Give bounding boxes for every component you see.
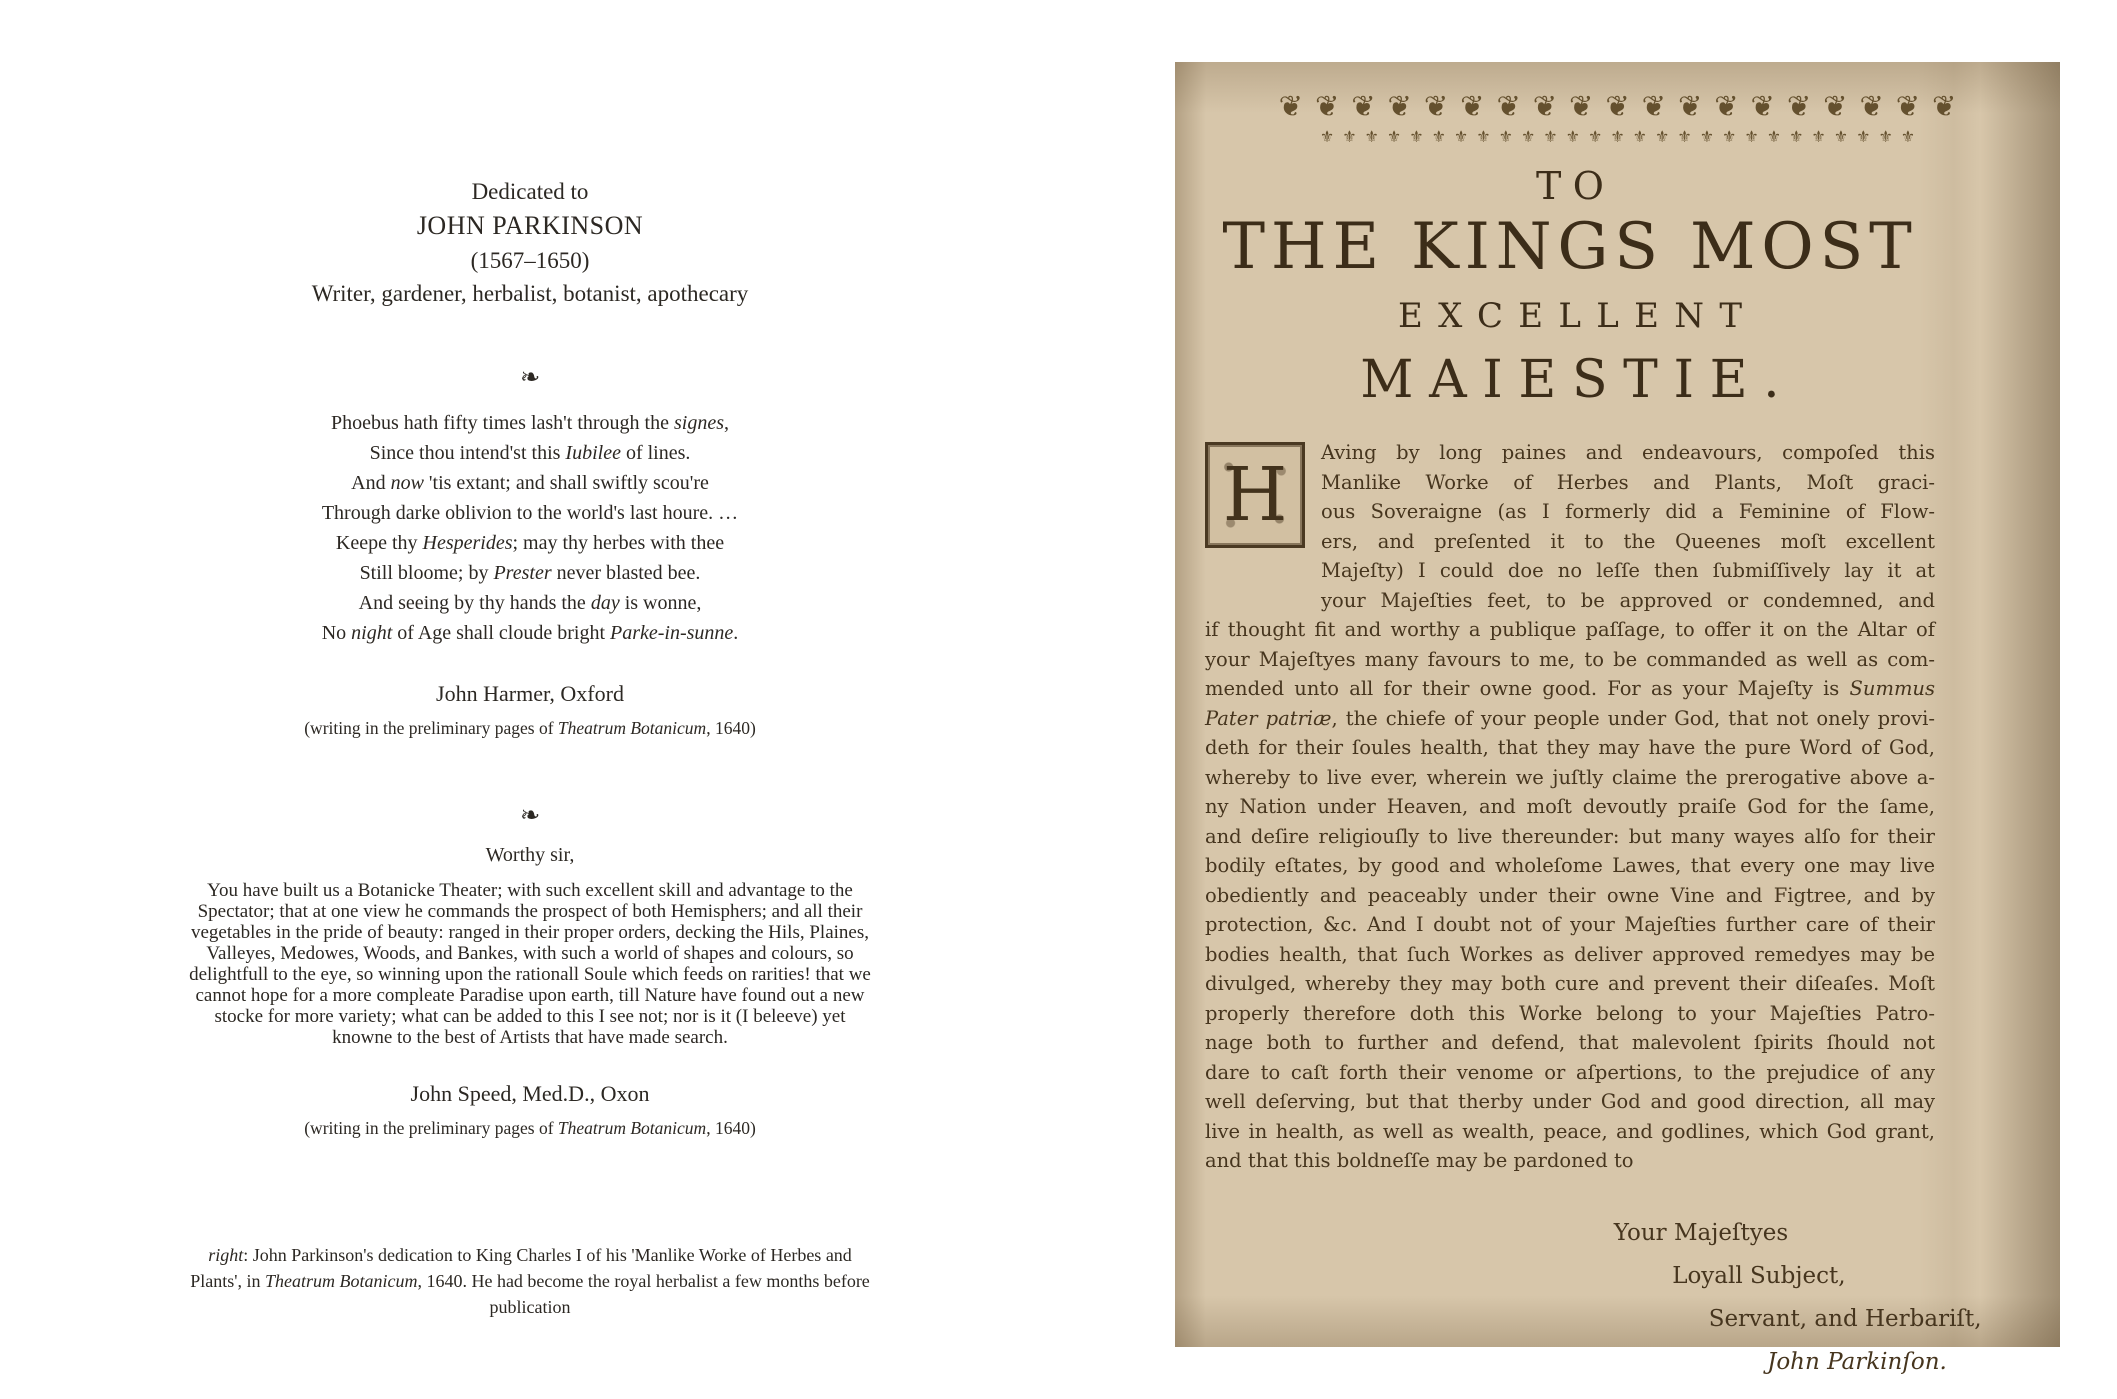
- figure-caption: right: John Parkinson's dedication to King Charles I of his 'Manlike Worke of Herbes and Plants', in Theatrum Botanicum, 1640. He had become the royal herbalist a few months before publication: [190, 1245, 870, 1317]
- facsimile-line: and deſire religiouſly to live thereunder: but many wayes alſo for their: [1205, 824, 1935, 848]
- facsimile-line: mended unto all for their owne good. For as your Majeſty is Summus: [1205, 677, 1935, 700]
- facsimile-line: bodily eſtates, by good and wholeſome Lawes, that every one may live: [1205, 854, 1935, 877]
- facsimile-line: divulged, whereby they may both cure and prevent their diſeaſes. Moſt: [1205, 972, 1935, 995]
- dedicatee-dates: (1567–1650): [470, 248, 590, 273]
- drop-cap-woodcut: [1205, 442, 1305, 548]
- facsimile-heading-maiestie: MAIESTIE.: [1360, 350, 1796, 410]
- facsimile-page: [1175, 62, 2060, 1375]
- facsimile-heading-kings: THE KINGS MOST: [1222, 210, 1918, 284]
- facsimile-line: obediently and peaceably under their owne Vine and Figtree, and by: [1205, 883, 1935, 907]
- facsimile-text-block: [1205, 164, 1982, 1384]
- facsimile-line: deth for their ſoules health, that they may have the pure Word of God,: [1205, 736, 1935, 759]
- facsimile-line: your Majeſties feet, to be approved or condemned, and: [1321, 588, 1935, 612]
- poem-line: Since thou intend'st this Iubilee of lines.: [369, 442, 691, 464]
- facsimile-line: ers, and preſented it to the Queenes moſt excellent: [1321, 529, 1935, 553]
- dedication-intro: Dedicated to: [471, 179, 589, 204]
- dedication-block: [185, 175, 875, 310]
- poem: [185, 408, 875, 648]
- poem-line: And seeing by thy hands the day is wonne,: [358, 592, 702, 614]
- facsimile-line: well deſerving, but that therby under God and good direction, all may: [1205, 1090, 1935, 1113]
- facsimile-body-beside-dropcap: [1321, 438, 1935, 615]
- facsimile-line: dare to caſt forth their venome or aſpertions, to the prejudice of any: [1205, 1060, 1935, 1084]
- facsimile-line: your Majeſtyes many favours to me, to be commanded as well as com-: [1205, 647, 1935, 671]
- left-page: [185, 175, 875, 1320]
- facsimile-heading-to: TO: [1536, 164, 1616, 208]
- facsimile-line: and that this boldneſſe may be pardoned to: [1205, 1149, 1634, 1172]
- poem-attribution-note: (writing in the preliminary pages of Theatrum Botanicum, 1640): [304, 718, 756, 738]
- facsimile-line: Majeſty) I could doe no leſſe then ſubmiſſively lay it at: [1321, 559, 1935, 582]
- letter-salutation: Worthy sir,: [485, 844, 575, 866]
- closing-line: Servant, and Herbariſt,: [1708, 1305, 1982, 1332]
- printers-ornament-row-small-icon: ⚜⚜⚜⚜⚜⚜⚜⚜⚜⚜⚜⚜⚜⚜⚜⚜⚜⚜⚜⚜⚜⚜⚜⚜⚜⚜⚜: [1319, 127, 1924, 146]
- facsimile-heading-excellent: EXCELLENT: [1397, 296, 1758, 336]
- poem-attribution: John Harmer, Oxford: [436, 681, 624, 706]
- facsimile-line: live in health, as well as wealth, peace, and godlines, which God grant,: [1205, 1119, 1935, 1143]
- fleuron-icon: ❧: [519, 801, 541, 829]
- dedicatee-roles: Writer, gardener, herbalist, botanist, apothecary: [311, 281, 749, 306]
- drop-cap-letter: H: [1222, 452, 1288, 538]
- facsimile-line: nage both to further and defend, that malevolent ſpirits ſhould not: [1205, 1031, 1935, 1054]
- poem-line: No night of Age shall cloude bright Parke-in-sunne.: [321, 622, 739, 644]
- closing-signature: John Parkinſon.: [1767, 1348, 1947, 1375]
- printers-ornament-row-icon: ❦❦❦❦❦❦❦❦❦❦❦❦❦❦❦❦❦❦❦: [1278, 89, 1969, 123]
- dedicatee-name: JOHN PARKINSON: [416, 211, 644, 240]
- poem-line: Phoebus hath fifty times lash't through the signes,: [330, 412, 729, 434]
- closing-line: Your Majeſtyes: [1613, 1219, 1789, 1246]
- facsimile-line: protection, &c. And I doubt not of your Majeſties further care of their: [1205, 913, 1935, 936]
- facsimile-line: Pater patriæ, the chiefe of your people under God, that not onely provi-: [1205, 706, 1935, 730]
- facsimile-line: whereby to live ever, wherein we juſtly claime the prerogative above a-: [1205, 765, 1935, 789]
- poem-line: Still bloome; by Prester never blasted bee.: [359, 562, 701, 584]
- facsimile-line: ous Soveraigne (as I formerly did a Feminine of Flow-: [1321, 500, 1935, 523]
- facsimile-line: bodies health, that ſuch Workes as deliver approved remedyes may be: [1205, 942, 1935, 966]
- facsimile-closing: [1205, 1212, 1982, 1384]
- letter-attribution-note: (writing in the preliminary pages of Theatrum Botanicum, 1640): [304, 1118, 756, 1138]
- facsimile-line: Aving by long paines and endeavours, compoſed this: [1321, 441, 1935, 464]
- facsimile-line: Manlike Worke of Herbes and Plants, Moſt graci-: [1321, 470, 1935, 494]
- poem-line: Keepe thy Hesperides; may thy herbes with thee: [335, 532, 725, 554]
- facsimile-line: if thought fit and worthy a publique paſſage, to offer it on the Altar of: [1205, 618, 1935, 641]
- letter-attribution: John Speed, Med.D., Oxon: [410, 1081, 650, 1106]
- closing-line: Loyall Subject,: [1672, 1262, 1846, 1289]
- poem-line: And now 'tis extant; and shall swiftly scou're: [351, 472, 709, 494]
- fleuron-icon: ❧: [519, 363, 541, 391]
- letter-body: You have built us a Botanicke Theater; with such excellent skill and advantage to the Spectator; that at one view he commands the prospect of both Hemisphers; and all their vegetables in the pride of beauty: ranged in their proper orders, decking the Hils, Plaines, Valleyes, Medowes, Woods, and Bankes, with such a world of shapes and colours, so delightfull to the eye, so winning upon the rationall Soule which feeds on rarities! that we cannot hope for a more compleate Paradise upon earth, till Nature have found out a new stocke for more variety; what can be added to this I see not; nor is it (I beleeve) yet knowne to the best of Artists that have made search.: [189, 880, 871, 1048]
- facsimile-opening: [1205, 438, 1935, 615]
- facsimile-line: ny Nation under Heaven, and moſt devoutly praiſe God for the ſame,: [1205, 795, 1935, 818]
- facsimile-line: properly therefore doth this Worke belong to your Majeſties Patro-: [1205, 1001, 1935, 1025]
- facsimile-body: [1205, 615, 1935, 1176]
- poem-line: Through darke oblivion to the world's last houre. …: [321, 502, 739, 524]
